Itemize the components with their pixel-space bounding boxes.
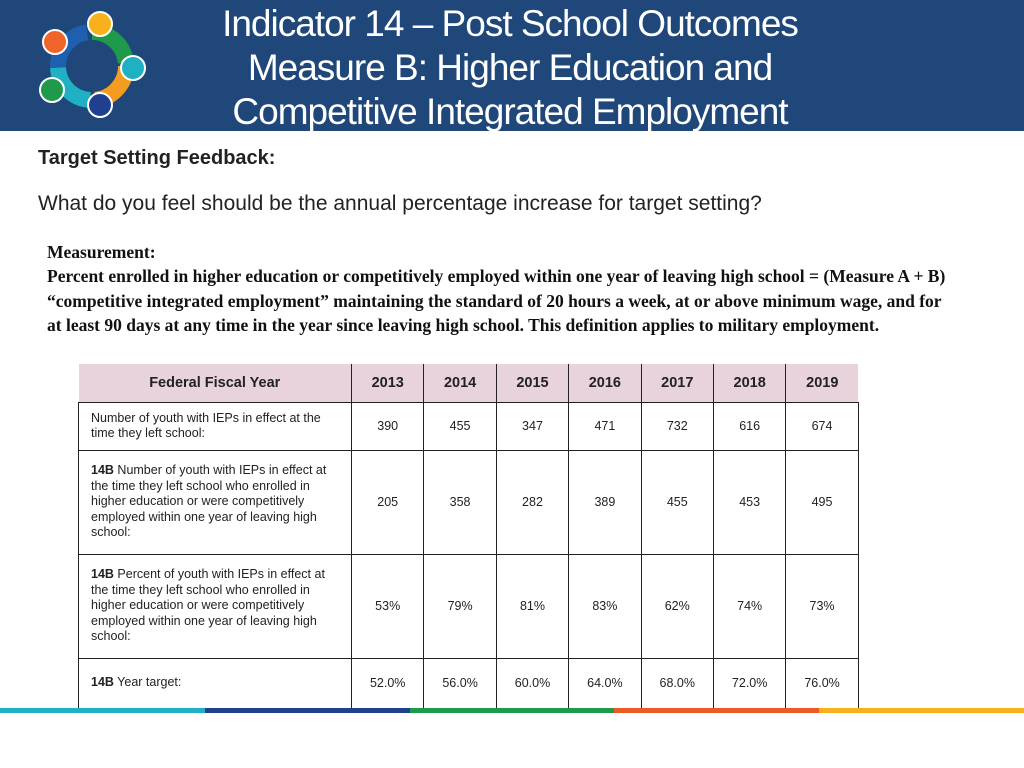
table-cell: 64.0% xyxy=(569,658,641,708)
table-cell: 495 xyxy=(786,450,858,554)
year-header: 2019 xyxy=(786,364,858,402)
stripe xyxy=(0,708,205,713)
table-cell: 56.0% xyxy=(424,658,496,708)
table-row xyxy=(79,450,859,554)
year-header: 2017 xyxy=(641,364,713,402)
year-header: 2016 xyxy=(569,364,641,402)
title-line: Competitive Integrated Employment xyxy=(232,91,788,132)
table-cell: 68.0% xyxy=(641,658,713,708)
question-text: What do you feel should be the annual percentage increase for target setting? xyxy=(38,192,762,215)
table-cell: 79% xyxy=(424,554,496,658)
header-row xyxy=(79,364,859,402)
row-prefix: 14B xyxy=(91,567,114,582)
table-cell: 471 xyxy=(569,402,641,450)
table-cell: 62% xyxy=(641,554,713,658)
title-line: Indicator 14 – Post School Outcomes xyxy=(222,3,798,44)
table-cell: 674 xyxy=(786,402,858,450)
table-row xyxy=(79,554,859,658)
table-cell: 81% xyxy=(496,554,568,658)
table-cell: 390 xyxy=(352,402,424,450)
measurement-block xyxy=(47,240,947,337)
header-banner xyxy=(0,0,1024,131)
table-row xyxy=(79,658,859,708)
stripe xyxy=(819,708,1024,713)
measurement-label: Measurement: xyxy=(47,242,156,262)
page-title xyxy=(150,0,870,134)
row-label-text: Number of youth with IEPs in effect at the time they left school: xyxy=(91,410,321,440)
row-label xyxy=(79,554,352,658)
table-cell: 73% xyxy=(786,554,858,658)
row-prefix: 14B xyxy=(91,675,114,690)
table-cell: 389 xyxy=(569,450,641,554)
row-label-text: Percent of youth with IEPs in effect at the time they left school who enrolled in higher education or were competitively employed within one year of leaving high school: xyxy=(91,567,325,644)
year-header: 2015 xyxy=(496,364,568,402)
row-label xyxy=(79,402,352,450)
table-cell: 76.0% xyxy=(786,658,858,708)
table-cell: 74% xyxy=(713,554,785,658)
table-cell: 616 xyxy=(713,402,785,450)
table-cell: 358 xyxy=(424,450,496,554)
title-line: Measure B: Higher Education and xyxy=(247,47,773,88)
table-cell: 282 xyxy=(496,450,568,554)
stripe xyxy=(410,708,614,713)
year-header: 2014 xyxy=(424,364,496,402)
table-cell: 72.0% xyxy=(713,658,785,708)
table-cell: 455 xyxy=(641,450,713,554)
table-cell: 53% xyxy=(352,554,424,658)
table-cell: 205 xyxy=(352,450,424,554)
row-prefix: 14B xyxy=(91,463,114,478)
table-cell: 455 xyxy=(424,402,496,450)
table-row xyxy=(79,402,859,450)
measurement-text: Percent enrolled in higher education or competitively employed within one year of leaving high school = (Measure A + B) “competitive integrated employment” maintaining the standard of 20 hours a week, at or above minimum wage, and for at least 90 days at any time in the year since leaving high school. This definition applies to military employment. xyxy=(47,266,946,335)
logo-icon xyxy=(30,10,155,122)
table-cell: 453 xyxy=(713,450,785,554)
table-cell: 347 xyxy=(496,402,568,450)
row-label-text: Year target: xyxy=(113,675,182,690)
row-label-text: Number of youth with IEPs in effect at the time they left school who enrolled in higher education or were competitively employed within one year of leaving high school: xyxy=(91,463,327,540)
year-header: 2018 xyxy=(713,364,785,402)
stripe xyxy=(614,708,819,713)
header-label: Federal Fiscal Year xyxy=(79,364,352,402)
section-heading: Target Setting Feedback: xyxy=(38,147,276,169)
table-cell: 732 xyxy=(641,402,713,450)
row-label xyxy=(79,658,352,708)
table-cell: 52.0% xyxy=(352,658,424,708)
row-label xyxy=(79,450,352,554)
data-table xyxy=(78,364,859,709)
stripe xyxy=(205,708,410,713)
table-cell: 60.0% xyxy=(496,658,568,708)
year-header: 2013 xyxy=(352,364,424,402)
table-cell: 83% xyxy=(569,554,641,658)
